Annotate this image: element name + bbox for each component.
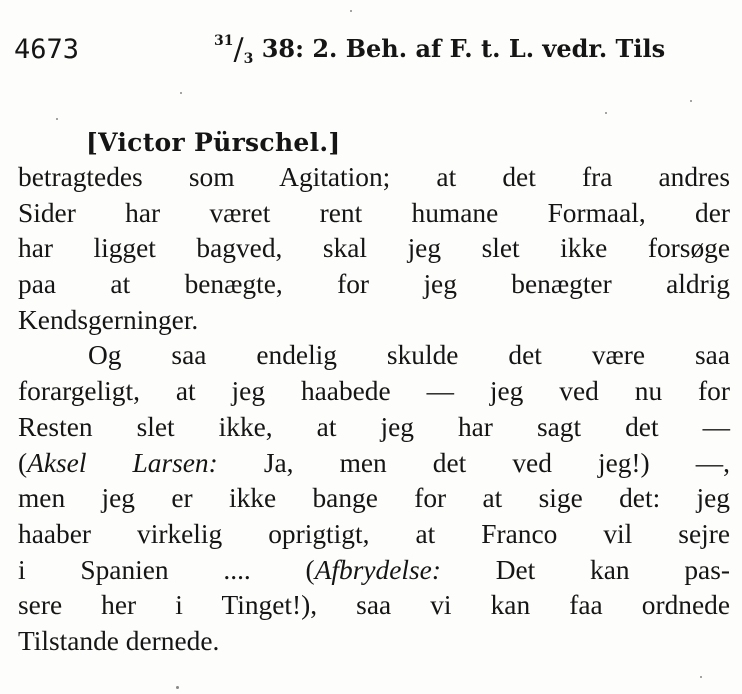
- interjection-text: Ja, men det ved jeg!) —,: [217, 447, 730, 478]
- date-month: 3: [243, 51, 254, 67]
- date-year: 38:: [253, 34, 304, 63]
- text-line: har ligget bagved, skal jeg slet ikke forsøge: [18, 233, 730, 264]
- text-line: betragtedes som Agitation; at det fra andres: [18, 162, 730, 192]
- scan-speck: [690, 100, 692, 102]
- text-line: Tilstande dernede.: [18, 625, 220, 656]
- scan-speck: [56, 118, 58, 120]
- text-line-interruption: [18, 553, 730, 589]
- text-line: Sider har været rent humane Formaal, der: [18, 197, 730, 228]
- text-line: sere her i Tinget!), saa vi kan faa ordnede: [18, 590, 730, 621]
- scan-speck: [176, 686, 179, 689]
- interruption-text: Det kan pas-: [440, 554, 730, 585]
- text-line: Og saa endelig skulde det være saa: [88, 340, 730, 371]
- speaker-name: [Victor Pürschel.]: [86, 128, 341, 157]
- text-line: Resten slet ikke, at jeg har sagt det —: [18, 411, 730, 442]
- text-line: Kendsgerninger.: [18, 304, 199, 335]
- interjector-name: Aksel Larsen:: [27, 447, 218, 478]
- text-segment: i Spanien .... (: [18, 554, 315, 585]
- scan-speck: [605, 112, 607, 114]
- interruption-label: Afbrydelse:: [314, 554, 441, 585]
- text-line: haaber virkelig oprigtigt, at Franco vil sejre: [18, 518, 730, 549]
- scan-speck: [180, 92, 182, 94]
- speech-text: [18, 160, 730, 660]
- debate-title: 2. Beh. af F. t. L. vedr. Tils: [312, 34, 666, 63]
- scan-speck: [700, 676, 702, 678]
- page-header: [14, 30, 742, 74]
- paren-open: (: [18, 447, 28, 478]
- date-slash: /: [233, 32, 244, 67]
- text-line: paa at benægte, for jeg benægter aldrig: [18, 269, 730, 300]
- running-head: [214, 32, 665, 67]
- page-number: 4673: [14, 34, 80, 65]
- text-line-interjection: [18, 446, 730, 482]
- text-line: forargeligt, at jeg haabede — jeg ved nu for: [18, 376, 730, 407]
- scan-speck: [350, 10, 352, 12]
- date-day: 31: [214, 33, 234, 49]
- session-date: [214, 32, 304, 67]
- text-line: men jeg er ikke bange for at sige det: jeg: [18, 483, 730, 514]
